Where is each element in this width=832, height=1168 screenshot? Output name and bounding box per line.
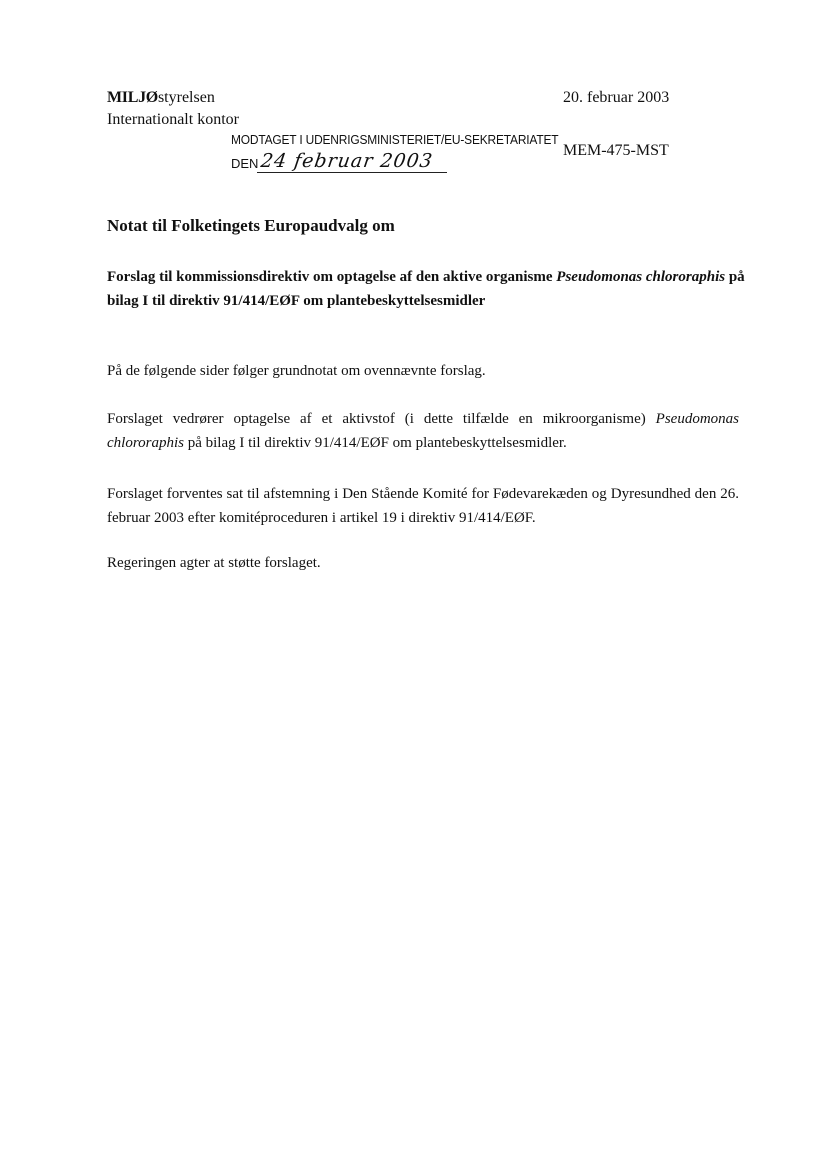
paragraph-proposal-text-1: Forslaget vedrører optagelse af et aktivstof (i dette tilfælde en mikroorganisme) xyxy=(107,411,656,427)
paragraph-government: Regeringen agter at støtte forslaget. xyxy=(107,555,321,571)
organization-name xyxy=(107,89,215,107)
subject-organism: Pseudomonas chlororaphis xyxy=(556,269,726,285)
subject-text-1: Forslag til kommissionsdirektiv om optagelse af den aktive organisme xyxy=(107,269,557,285)
document-date: 20. februar 2003 xyxy=(563,89,670,106)
organization-brand: MILJØ xyxy=(107,89,158,106)
handwritten-date: 24 februar 2003 xyxy=(259,150,435,172)
received-stamp-text: MODTAGET I UDENRIGSMINISTERIET/EU-SEKRETARIATET xyxy=(231,132,559,147)
document-title: Notat til Folketingets Europaudvalg om xyxy=(107,216,395,235)
office-name: Internationalt kontor xyxy=(107,111,239,128)
paragraph-proposal xyxy=(107,407,739,455)
paragraph-proposal-text-2: på bilag I til direktiv 91/414/EØF om plantebeskyttelsesmidler. xyxy=(183,435,567,451)
subject-text-2: på bilag I til direktiv 91/414/EØF om plantebeskyttelsesmidler xyxy=(107,269,745,309)
stamp-date-prefix: DEN xyxy=(231,156,259,171)
paragraph-vote: Forslaget forventes sat til afstemning i Den Stående Komité for Fødevarekæden og Dyresundhed den 26. februar 2003 efter komitéproceduren i artikel 19 i direktiv 91/414/EØF. xyxy=(107,486,739,526)
stamp-date-underline xyxy=(257,172,447,173)
reference-number: MEM-475-MST xyxy=(563,142,669,159)
organization-suffix: styrelsen xyxy=(157,89,215,106)
paragraph-intro: På de følgende sider følger grundnotat om ovennævnte forslag. xyxy=(107,363,486,379)
paragraph-proposal-organism: Pseudomonas chlororaphis xyxy=(107,411,739,451)
document-subject xyxy=(107,265,747,313)
